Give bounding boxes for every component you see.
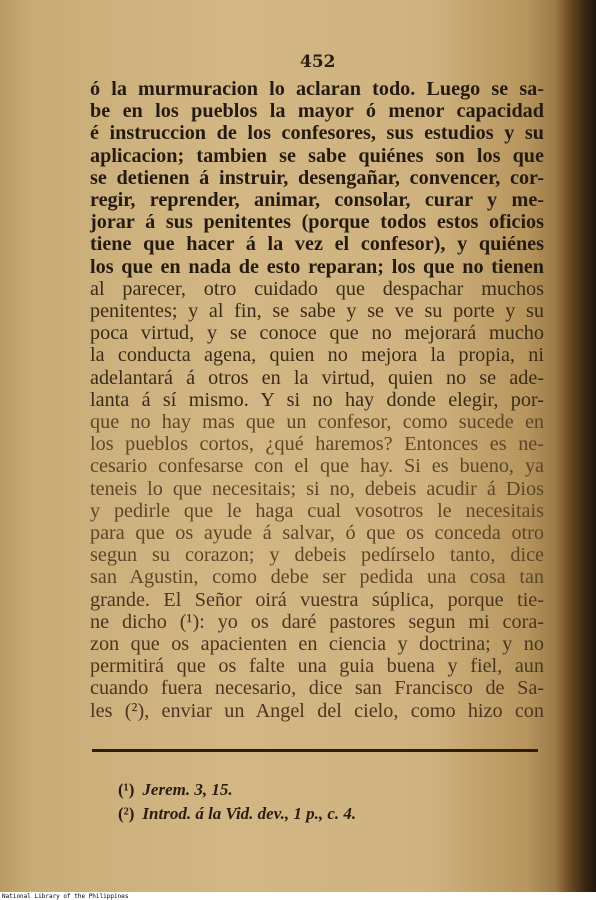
- body-line: ó la murmuracion lo aclaran todo. Luego se sa-: [90, 78, 544, 100]
- body-line: regir, reprender, animar, consolar, curar y me-: [90, 189, 544, 212]
- body-line: cuando fuera necesario, dice san Francisco de Sa-: [90, 677, 544, 700]
- body-line: teneis lo que necesitais; si no, debeis acudir á Dios: [90, 477, 544, 500]
- body-line: tiene que hacer á la vez el confesor), y quiénes: [90, 233, 544, 256]
- page-number: 452: [300, 52, 336, 72]
- body-line: ne dicho (¹): yo os daré pastores segun mi cora-: [90, 610, 544, 633]
- body-line: y pedirle que le haga cual vosotros le necesitais: [90, 499, 544, 522]
- body-line: los que en nada de esto reparan; los que no tienen: [90, 255, 544, 278]
- footnote-mark: (²): [118, 804, 135, 823]
- body-line: que no hay mas que un confesor, como sucede en: [90, 411, 544, 434]
- footnote-divider: [92, 749, 538, 752]
- footnotes: [118, 778, 518, 826]
- body-line: zon que os apacienten en ciencia y doctrina; y no: [90, 633, 544, 656]
- footnote-text: Introd. á la Vid. dev., 1 p., c. 4.: [142, 804, 357, 823]
- footnote-text: Jerem. 3, 15.: [142, 780, 233, 799]
- body-text: [90, 78, 544, 722]
- library-credit: National Library of the Philippines: [2, 893, 129, 900]
- body-line: les (²), enviar un Angel del cielo, como hizo con: [90, 699, 544, 722]
- body-line: grande. El Señor oirá vuestra súplica, porque tie-: [90, 588, 544, 611]
- footnote-1: [118, 778, 518, 802]
- body-line: san Agustin, como debe ser pedida una cosa tan: [90, 566, 544, 589]
- body-line: adelantará á otros en la virtud, quien no se ade-: [90, 366, 544, 389]
- body-line: penitentes; y al fin, se sabe y se ve su porte y su: [90, 300, 544, 323]
- body-line: se detienen á instruir, desengañar, convencer, cor-: [90, 166, 544, 189]
- body-line: para que os ayude á salvar, ó que os conceda otro: [90, 522, 544, 545]
- body-line: poca virtud, y se conoce que no mejorará mucho: [90, 322, 544, 345]
- body-line: é instruccion de los confesores, sus estudios y su: [90, 122, 544, 145]
- body-line: jorar á sus penitentes (porque todos estos oficios: [90, 211, 544, 234]
- body-line: aplicacion; tambien se sabe quiénes son los que: [90, 144, 544, 167]
- body-line: be en los pueblos la mayor ó menor capacidad: [90, 100, 544, 123]
- footnote-mark: (¹): [118, 780, 135, 799]
- body-line: los pueblos cortos, ¿qué haremos? Entonces es ne-: [90, 433, 544, 456]
- body-line: lanta á sí mismo. Y si no hay donde elegir, por-: [90, 388, 544, 411]
- body-line: la conducta agena, quien no mejora la propia, ni: [90, 344, 544, 367]
- body-line: al parecer, otro cuidado que despachar muchos: [90, 277, 544, 300]
- footnote-2: [118, 802, 518, 826]
- book-spine-edge: [556, 0, 596, 892]
- body-line: permitirá que os falte una guia buena y fiel, aun: [90, 655, 544, 678]
- body-line: cesario confesarse con el que hay. Si es bueno, ya: [90, 455, 544, 478]
- body-line: segun su corazon; y debeis pedírselo tanto, dice: [90, 544, 544, 567]
